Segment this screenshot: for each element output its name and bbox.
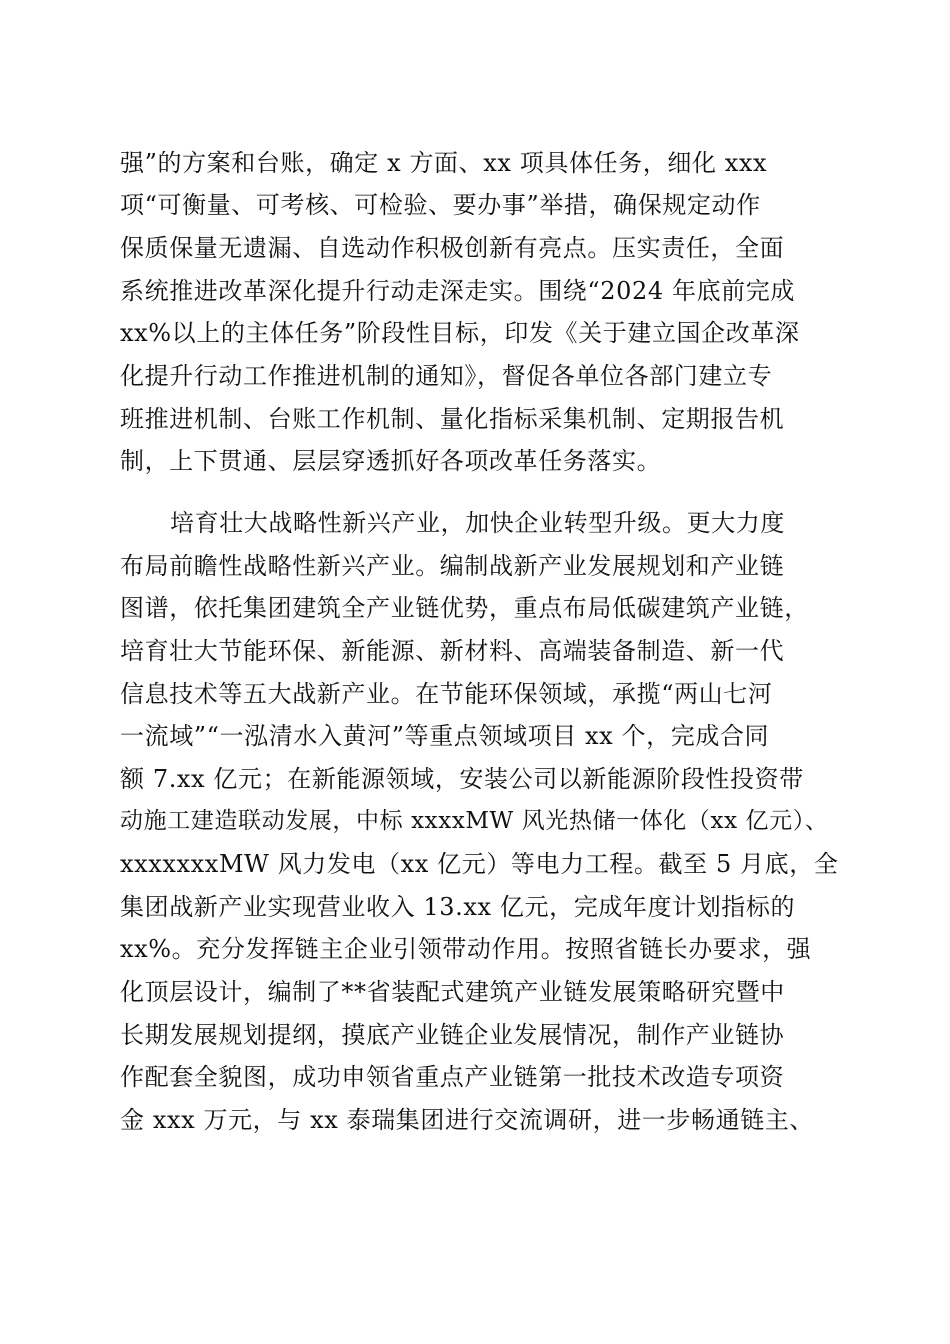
paragraph-2-line-14: 作配套全貌图，成功申领省重点产业链第一批技术改造专项资	[120, 1063, 785, 1091]
paragraph-1-line-6: 化提升行动工作推进机制的通知》，督促各单位各部门建立专	[120, 362, 773, 390]
paragraph-1-line-4: 系统推进改革深化提升行动走深走实。围绕“2024 年底前完成	[120, 277, 795, 305]
paragraph-1-line-2: 项“可衡量、可考核、可检验、要办事”举措，确保规定动作	[120, 191, 761, 219]
paragraph-1-line-1: 强”的方案和台账，确定 x 方面、xx 项具体任务，细化 xxx	[120, 149, 768, 177]
paragraph-2-line-3: 图谱，依托集团建筑全产业链优势，重点布局低碳建筑产业链，	[120, 594, 809, 622]
paragraph-1-line-7: 班推进机制、台账工作机制、量化指标采集机制、定期报告机	[120, 405, 785, 433]
paragraph-2-line-12: 化顶层设计，编制了**省装配式建筑产业链发展策略研究暨中	[120, 978, 785, 1006]
paragraph-2-line-7: 额 7.xx 亿元；在新能源领域，安装公司以新能源阶段性投资带	[120, 765, 804, 793]
paragraph-2-line-15: 金 xxx 万元，与 xx 泰瑞集团进行交流调研，进一步畅通链主、	[120, 1106, 814, 1134]
paragraph-2-line-6: 一流域”“一泓清水入黄河”等重点领域项目 xx 个，完成合同	[120, 722, 770, 750]
paragraph-1-line-8: 制，上下贯通、层层穿透抓好各项改革任务落实。	[120, 447, 662, 475]
paragraph-1-line-5: xx%以上的主体任务”阶段性目标，印发《关于建立国企改革深	[120, 319, 800, 347]
paragraph-2-line-1: 培育壮大战略性新兴产业，加快企业转型升级。更大力度	[170, 509, 785, 537]
paragraph-2-line-13: 长期发展规划提纲，摸底产业链企业发展情况，制作产业链协	[120, 1021, 785, 1049]
paragraph-2-line-8: 动施工建造联动发展，中标 xxxxMW 风光热储一体化（xx 亿元）、	[120, 808, 829, 834]
paragraph-2-line-4: 培育壮大节能环保、新能源、新材料、高端装备制造、新一代	[120, 637, 785, 665]
paragraph-2-line-9: xxxxxxxMW 风力发电（xx 亿元）等电力工程。截至 5 月底，全	[120, 850, 839, 878]
paragraph-2-line-5: 信息技术等五大战新产业。在节能环保领域，承揽“两山七河	[120, 680, 773, 708]
paragraph-1-line-3: 保质保量无遗漏、自选动作积极创新有亮点。压实责任，全面	[120, 234, 785, 262]
paragraph-2-line-2: 布局前瞻性战略性新兴产业。编制战新产业发展规划和产业链	[120, 552, 785, 580]
paragraph-2-line-10: 集团战新产业实现营业收入 13.xx 亿元，完成年度计划指标的	[120, 893, 796, 921]
paragraph-2-line-11: xx%。充分发挥链主企业引领带动作用。按照省链长办要求，强	[120, 935, 812, 963]
